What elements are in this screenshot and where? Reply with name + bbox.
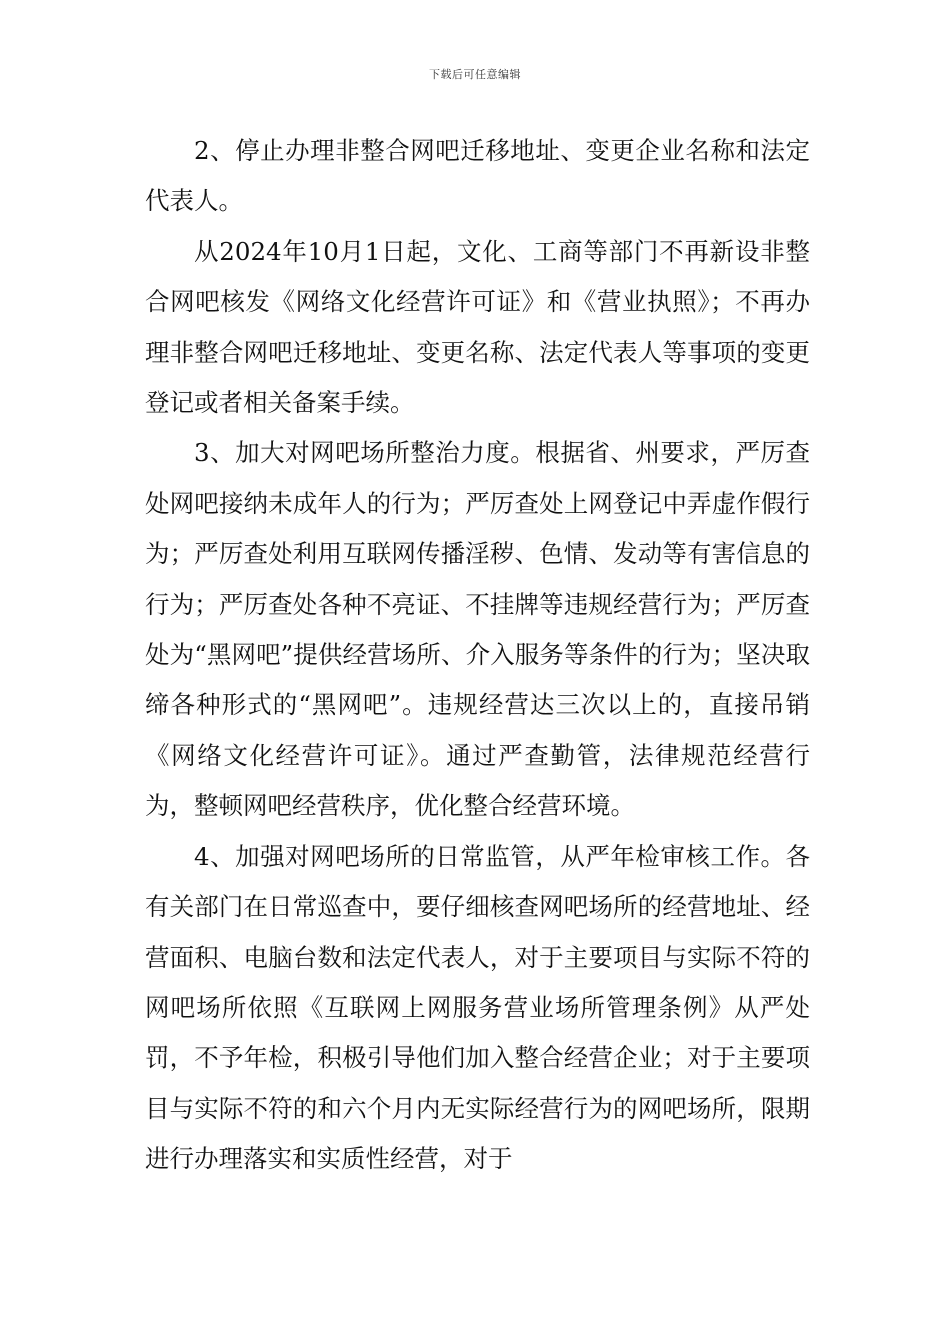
paragraph-date-notice: 从2024年10月1日起，文化、工商等部门不再新设非整合网吧核发《网络文化经营许可证》和《营业执照》；不再办理非整合网吧迁移地址、变更名称、法定代表人等事项的变更登记或者相关备案手续。 bbox=[145, 236, 810, 418]
paragraph-item-3: 3、加大对网吧场所整治力度。根据省、州要求，严厉查处网吧接纳未成年人的行为；严厉查处上网登记中弄虚作假行为；严厉查处利用互联网传播淫秽、色情、发动等有害信息的行为；严厉查处各种不亮证、不挂牌等违规经营行为；严厉查处为“黑网吧”提供经营场所、介入服务等条件的行为；坚决取缔各种形式的“黑网吧”。违规经营达三次以上的，直接吊销《网络文化经营许可证》。通过严查勤管，法律规范经营行为，整顿网吧经营秩序，优化整合经营环境。 bbox=[145, 438, 810, 821]
document-body bbox=[145, 126, 810, 1185]
header-note: 下载后可任意编辑 bbox=[429, 68, 521, 81]
paragraph-item-2: 2、停止办理非整合网吧迁移地址、变更企业名称和法定代表人。 bbox=[145, 136, 810, 216]
paragraph-item-4: 4、加强对网吧场所的日常监管，从严年检审核工作。各有关部门在日常巡查中，要仔细核查网吧场所的经营地址、经营面积、电脑台数和法定代表人，对于主要项目与实际不符的网吧场所依照《互联网上网服务营业场所管理条例》从严处罚，不予年检，积极引导他们加入整合经营企业；对于主要项目与实际不符的和六个月内无实际经营行为的网吧场所，限期进行办理落实和实质性经营，对于 bbox=[145, 841, 810, 1174]
